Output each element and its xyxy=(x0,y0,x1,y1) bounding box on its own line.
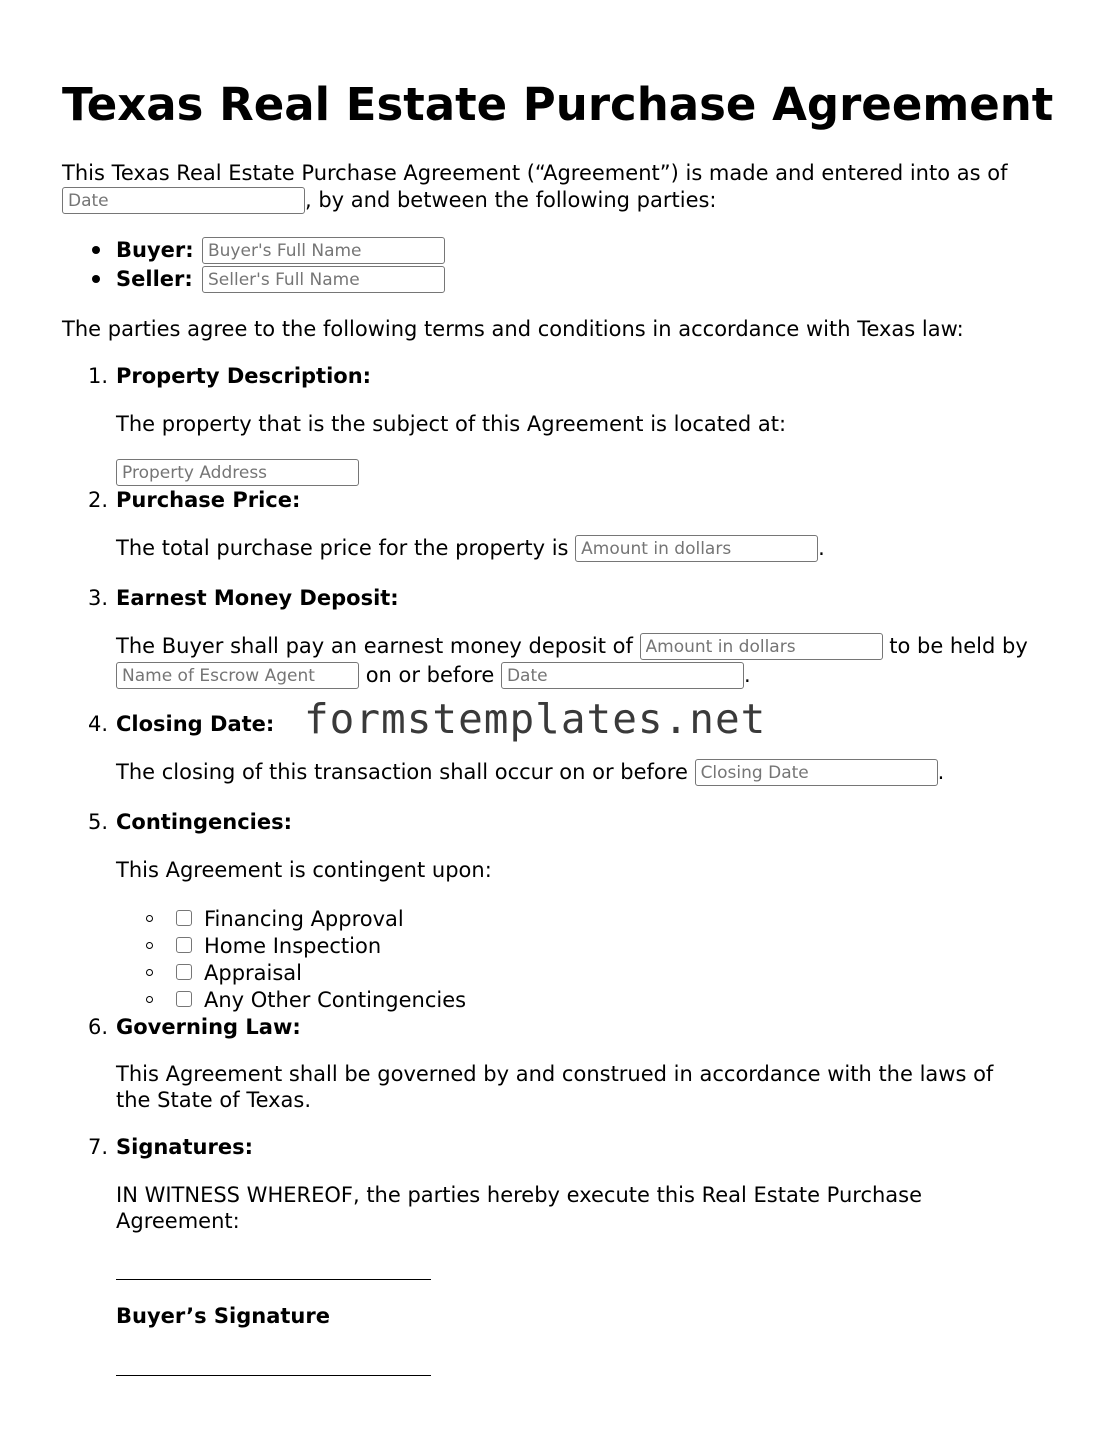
buyer-signature-line[interactable] xyxy=(116,1279,431,1280)
deposit-text-b: to be held by xyxy=(889,634,1028,658)
purchase-price-field[interactable] xyxy=(575,535,818,562)
closing-end: . xyxy=(937,760,945,784)
deposit-line-1 xyxy=(116,633,1028,660)
contingency-item: Appraisal xyxy=(204,961,303,985)
law-line-1: This Agreement shall be governed by and construed in accordance with the laws of xyxy=(116,1062,994,1086)
section-number: 7. xyxy=(88,1135,109,1159)
buyer-signature-label: Buyer’s Signature xyxy=(116,1304,330,1328)
seller-signature-line[interactable] xyxy=(116,1375,431,1376)
deposit-heading: Earnest Money Deposit: xyxy=(116,586,399,610)
deposit-line-2 xyxy=(116,662,751,689)
seller-label: Seller: xyxy=(116,267,193,291)
section-number: 3. xyxy=(88,586,109,610)
seller-name-field[interactable] xyxy=(202,266,445,293)
document-title: Texas Real Estate Purchase Agreement xyxy=(62,78,1054,131)
escrow-agent-field[interactable] xyxy=(116,662,359,689)
intro-line-2 xyxy=(62,187,717,214)
terms-intro: The parties agree to the following terms and conditions in accordance with Texas law: xyxy=(62,317,964,341)
buyer-label: Buyer: xyxy=(116,238,194,262)
property-heading: Property Description: xyxy=(116,364,372,388)
contingencies-text: This Agreement is contingent upon: xyxy=(116,858,492,882)
law-line-2: the State of Texas. xyxy=(116,1088,312,1112)
price-line xyxy=(116,535,825,562)
section-number: 4. xyxy=(88,712,109,736)
contingency-item: Home Inspection xyxy=(204,934,382,958)
section-number: 5. xyxy=(88,810,109,834)
section-number: 1. xyxy=(88,364,109,388)
closing-heading: Closing Date: xyxy=(116,712,275,736)
signatures-line-1: IN WITNESS WHEREOF, the parties hereby execute this Real Estate Purchase xyxy=(116,1183,923,1207)
property-address-field[interactable] xyxy=(116,459,359,486)
intro-line-1: This Texas Real Estate Purchase Agreement (“Agreement”) is made and entered into as of xyxy=(62,161,1008,185)
watermark: formstemplates.net xyxy=(304,695,767,743)
deposit-date-field[interactable] xyxy=(501,662,744,689)
contingencies-heading: Contingencies: xyxy=(116,810,292,834)
signatures-line-2: Agreement: xyxy=(116,1209,240,1233)
deposit-text-a: The Buyer shall pay an earnest money deposit of xyxy=(116,634,633,658)
deposit-amount-field[interactable] xyxy=(640,633,883,660)
closing-text: The closing of this transaction shall occur on or before xyxy=(116,760,688,784)
intro-line-2-text: , by and between the following parties: xyxy=(305,188,717,212)
price-text: The total purchase price for the property is xyxy=(116,536,569,560)
circle-bullet-icon xyxy=(146,942,153,949)
circle-bullet-icon xyxy=(146,996,153,1003)
contingency-item: Any Other Contingencies xyxy=(204,988,467,1012)
closing-date-field[interactable] xyxy=(695,759,938,786)
circle-bullet-icon xyxy=(146,969,153,976)
inspection-checkbox[interactable] xyxy=(176,937,192,953)
law-heading: Governing Law: xyxy=(116,1015,301,1039)
price-end: . xyxy=(818,536,825,560)
deposit-end: . xyxy=(743,663,751,687)
buyer-name-field[interactable] xyxy=(202,237,445,264)
section-number: 2. xyxy=(88,488,109,512)
bullet-icon xyxy=(92,275,100,283)
bullet-icon xyxy=(92,246,100,254)
price-heading: Purchase Price: xyxy=(116,488,301,512)
financing-checkbox[interactable] xyxy=(176,910,192,926)
deposit-text-c: on or before xyxy=(365,663,495,687)
signatures-heading: Signatures: xyxy=(116,1135,253,1159)
agreement-date-field[interactable] xyxy=(62,187,305,214)
appraisal-checkbox[interactable] xyxy=(176,964,192,980)
circle-bullet-icon xyxy=(146,915,153,922)
section-number: 6. xyxy=(88,1015,109,1039)
property-field-wrap xyxy=(116,459,359,486)
closing-line xyxy=(116,759,944,786)
buyer-field-wrap xyxy=(202,237,445,264)
contingency-item: Financing Approval xyxy=(204,907,404,931)
seller-field-wrap xyxy=(202,266,445,293)
property-text: The property that is the subject of this Agreement is located at: xyxy=(116,412,787,436)
other-contingencies-checkbox[interactable] xyxy=(176,991,192,1007)
